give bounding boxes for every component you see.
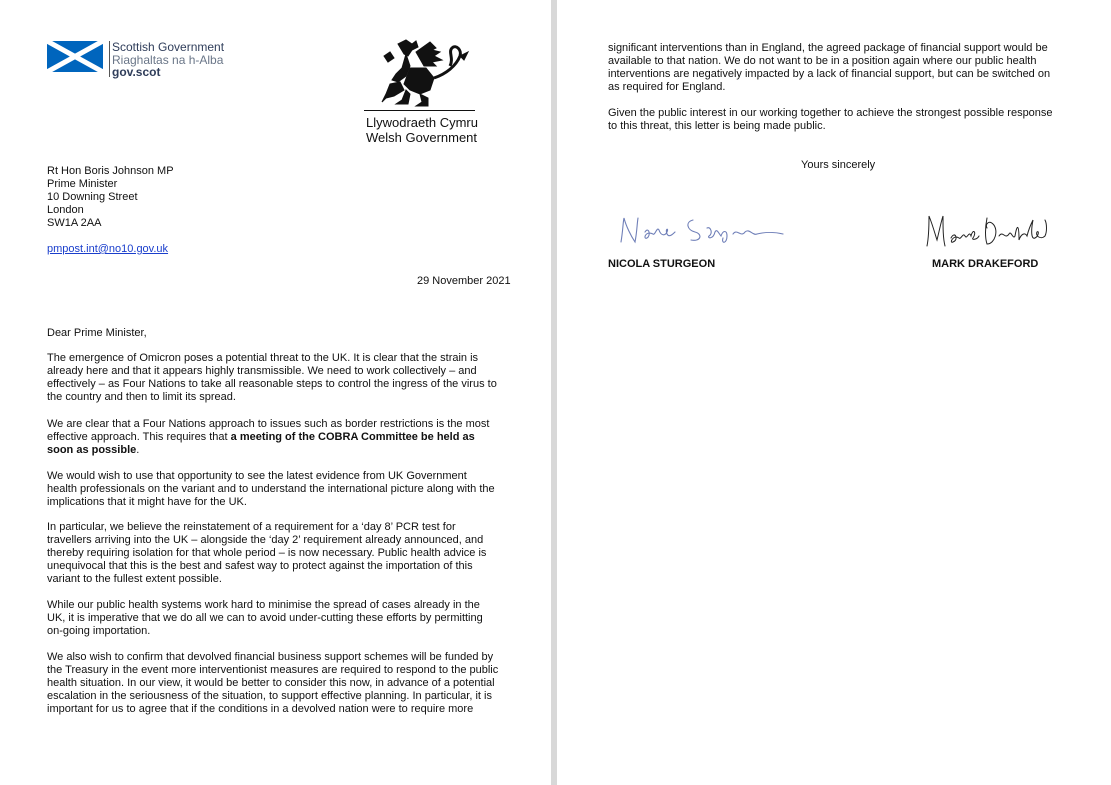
logo-divider [109,41,110,77]
text-line: important for us to agree that if the conditions in a devolved nation were to require more [47,703,474,715]
closing: Yours sincerely [801,159,876,171]
text-line: the Treasury in the event more interventionist measures are required to respond to the public [47,664,499,676]
letter-page-1 [0,0,551,785]
wg-welsh-name: Llywodraeth Cymru [366,115,478,130]
welsh-dragon-icon [376,38,476,108]
welsh-logo-rule [364,110,475,111]
drakeford-signature-icon [923,210,1053,250]
text-line: UK, it is imperative that we do all we can to avoid under-cutting these efforts by permitting [47,612,483,624]
bold-text-run: a meeting of the COBRA Committee be held as [230,431,475,443]
text-line: Given the public interest in our working together to achieve the strongest possible response [608,107,1053,119]
address-line: 10 Downing Street [47,191,138,203]
sg-gaelic-name: Riaghaltas na h-Alba [112,52,224,67]
text-line [47,431,475,444]
wg-english-name: Welsh Government [366,130,478,145]
text-line: unequivocal that this is the best and safest way to protect against the importation of this [47,560,473,572]
text-line: effectively – as Four Nations to take all reasonable steps to control the ingress of the virus to [47,378,497,390]
text-line [47,444,139,457]
text-line: to this threat, this letter is being made public. [608,120,826,132]
text-line: We would wish to use that opportunity to see the latest evidence from UK Government [47,470,467,482]
text-line: The emergence of Omicron poses a potential threat to the UK. It is clear that the strain is [47,352,479,364]
email-link[interactable]: pmpost.int@no10.gov.uk [47,243,169,255]
welsh-government-logo-text [366,115,478,145]
text-line: variant to the fullest extent possible. [47,573,222,585]
saltire-flag-icon [47,41,103,72]
text-line: available to that nation. We do not want to be in a position again where our public health [608,55,1037,67]
text-line: We also wish to confirm that devolved financial business support schemes will be funded by [47,651,494,663]
text-line: the country and then to limit its spread. [47,391,236,403]
letter-page-2 [557,0,1111,785]
bold-text-run: soon as possible [47,444,137,456]
text-line: as required for England. [608,81,726,93]
address-line: Rt Hon Boris Johnson MP [47,165,174,177]
text-line: interventions are negatively impacted by a lack of financial support, but can be switched on [608,68,1051,80]
sturgeon-signature-icon [615,212,785,248]
address-line: SW1A 2AA [47,217,102,229]
text-line: health professionals on the variant and to understand the international picture along with the [47,483,495,495]
signatory-name: MARK DRAKEFORD [932,258,1039,270]
sg-website: gov.scot [112,65,161,79]
text-line: thereby requiring isolation for that whole period – is now necessary. Public health advice is [47,547,487,559]
text-run: . [136,444,140,456]
text-line: health situation. In our view, it would be better to consider this now, in advance of a potential [47,677,495,689]
sg-name: Scottish Government [112,40,225,54]
letter-date: 29 November 2021 [417,275,511,287]
signatory-name: NICOLA STURGEON [608,258,716,270]
text-line: implications that it might have for the UK. [47,496,247,508]
text-line: already here and that it appears highly transmissible. We need to work collectively – and [47,365,477,377]
salutation: Dear Prime Minister, [47,327,147,339]
text-line: travellers arriving into the UK – alongside the ‘day 2’ requirement already announced, and [47,534,484,546]
text-line: on-going importation. [47,625,151,637]
address-line: London [47,204,84,216]
text-line: We are clear that a Four Nations approach to issues such as border restrictions is the most [47,418,490,430]
text-line: In particular, we believe the reinstatement of a requirement for a ‘day 8’ PCR test for [47,521,456,533]
text-run: effective approach. This requires that [47,431,231,443]
address-line: Prime Minister [47,178,118,190]
text-line: While our public health systems work hard to minimise the spread of cases already in the [47,599,480,611]
scottish-government-logo-text [112,41,224,79]
text-line: escalation in the seriousness of the situation, to support effective planning. In particular, it is [47,690,492,702]
text-line: significant interventions than in England, the agreed package of financial support would be [608,42,1048,54]
